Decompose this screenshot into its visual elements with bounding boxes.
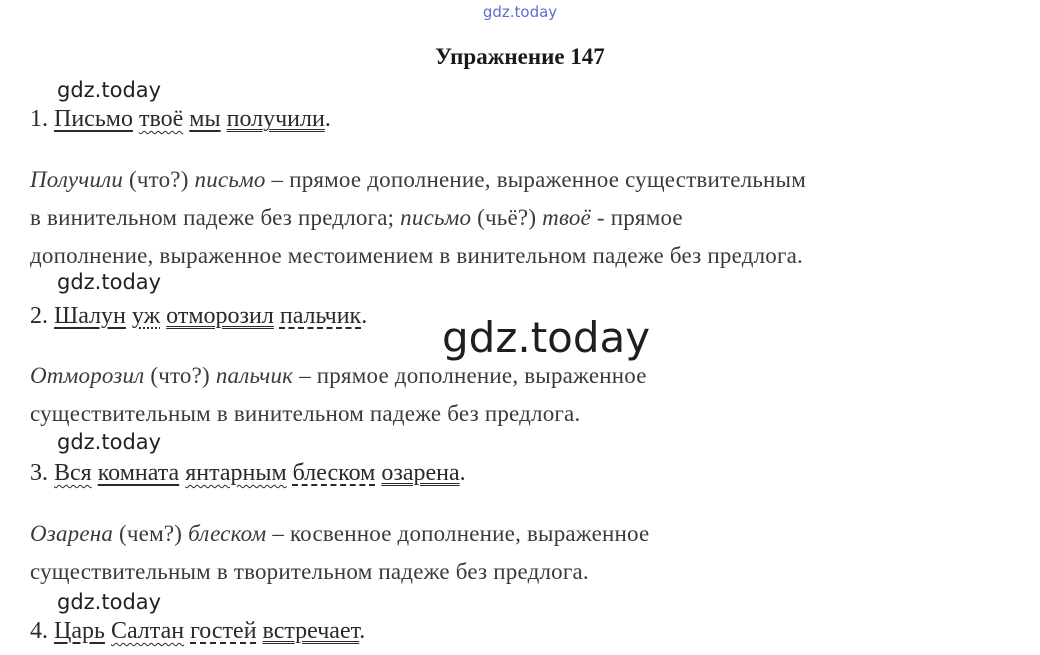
analysis-text: (чем?) [113, 521, 189, 546]
sentence-end: . [324, 106, 331, 132]
analysis-line [30, 167, 806, 193]
analysis-line [30, 521, 649, 547]
predicate-word: встречает [262, 618, 360, 644]
object-word: мы [189, 106, 221, 132]
sentence-1 [30, 106, 331, 133]
watermark-top: gdz.today [482, 3, 558, 21]
predicate-word: озарена [381, 460, 460, 486]
analysis-term: Отморозил [30, 363, 145, 388]
object-word: гостей [190, 618, 257, 644]
attribute-word: Салтан [110, 618, 185, 644]
analysis-line [30, 243, 803, 269]
predicate-word: получили [226, 106, 325, 132]
sentence-end: . [361, 303, 368, 329]
watermark-label: gdz.today [57, 78, 162, 102]
attribute-word: Вся [54, 460, 92, 486]
analysis-line [30, 205, 683, 231]
sentence-number: 4. [30, 618, 48, 644]
analysis-text: – косвенное дополнение, выраженное [266, 521, 650, 546]
watermark-label: gdz.today [57, 430, 162, 454]
sentence-end: . [359, 618, 366, 644]
analysis-line [30, 559, 589, 585]
analysis-text: существительным в творительном падеже без предлога. [30, 559, 589, 584]
sentence-number: 2. [30, 303, 48, 329]
sentence-3 [30, 460, 466, 487]
analysis-line [30, 363, 647, 389]
watermark-large: gdz.today [442, 313, 651, 362]
analysis-text: (что?) [144, 363, 216, 388]
subject-word: Царь [54, 618, 105, 644]
sentence-end: . [459, 460, 466, 486]
analysis-term: Получили [30, 167, 124, 192]
predicate-word: отморозил [166, 303, 274, 329]
sentence-number: 3. [30, 460, 48, 486]
sentence-2 [30, 303, 367, 330]
adverbial-word: уж [131, 303, 161, 329]
subject-word: комната [97, 460, 180, 486]
analysis-text: существительным в винительном падеже без предлога. [30, 401, 581, 426]
analysis-text: – прямое дополнение, выраженное существительным [265, 167, 806, 192]
attribute-word: твоё [138, 106, 184, 132]
analysis-line [30, 401, 580, 427]
sentence-4 [30, 618, 365, 645]
analysis-term: блеском [188, 521, 267, 546]
watermark-label: gdz.today [57, 270, 162, 294]
analysis-text: (что?) [123, 167, 195, 192]
sentence-number: 1. [30, 106, 48, 132]
analysis-text: дополнение, выраженное местоимением в винительном падеже без предлога. [30, 243, 803, 268]
attribute-word: янтарным [185, 460, 287, 486]
analysis-term: твоё [542, 205, 591, 230]
analysis-term: Озарена [30, 521, 114, 546]
subject-word: Шалун [54, 303, 126, 329]
analysis-term: письмо [194, 167, 266, 192]
analysis-text: - прямое [590, 205, 683, 230]
analysis-text: в винительном падеже без предлога; [30, 205, 401, 230]
analysis-text: (чьё?) [471, 205, 543, 230]
watermark-label: gdz.today [57, 590, 162, 614]
exercise-title: Упражнение 147 [435, 44, 605, 69]
analysis-term: письмо [400, 205, 472, 230]
analysis-term: пальчик [215, 363, 294, 388]
analysis-text: – прямое дополнение, выраженное [293, 363, 647, 388]
object-word: пальчик [279, 303, 362, 329]
object-word: блеском [292, 460, 376, 486]
subject-word: Письмо [54, 106, 133, 132]
